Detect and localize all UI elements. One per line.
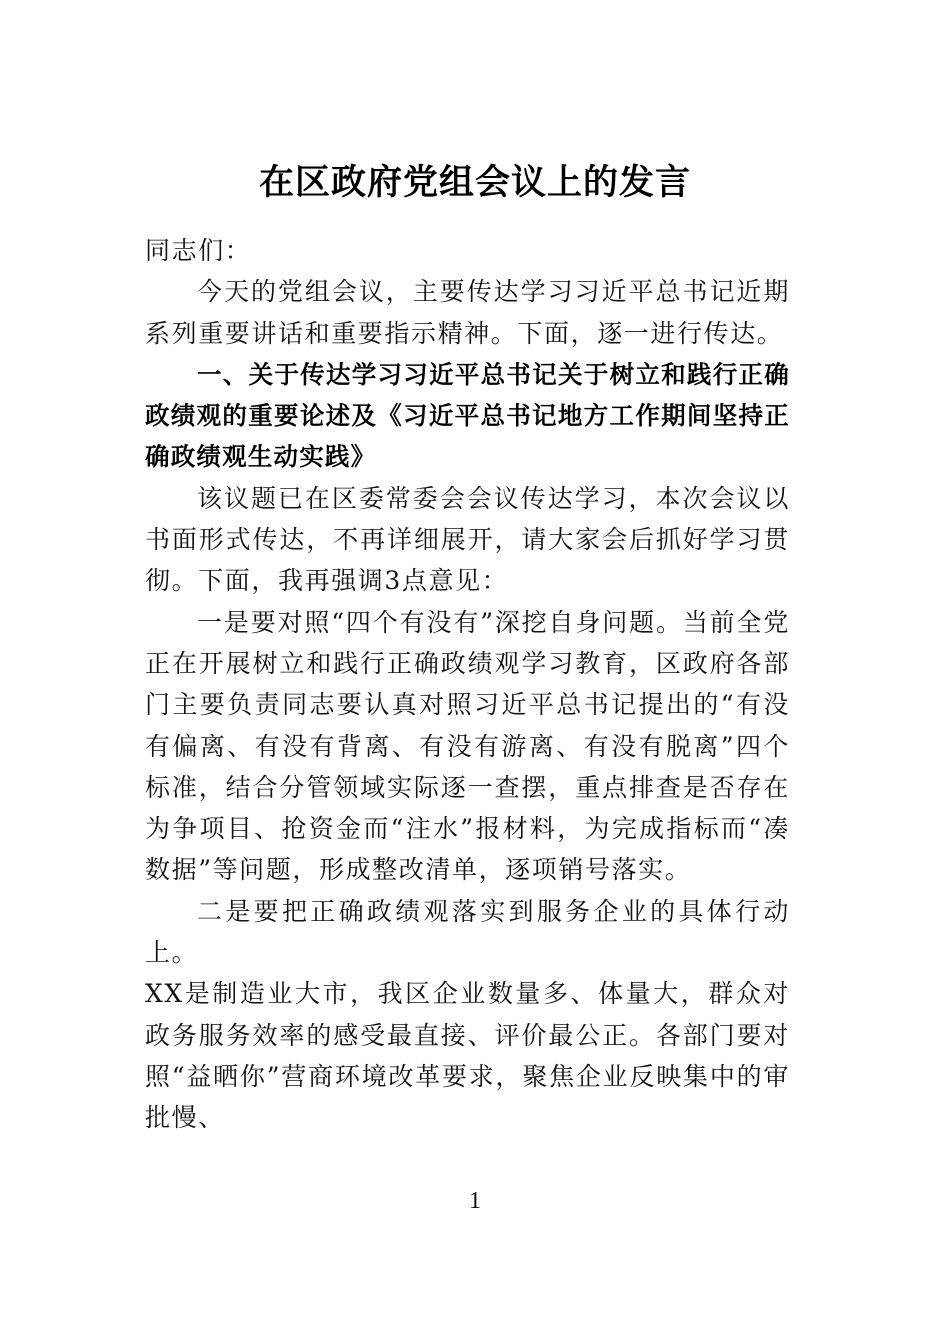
paragraph-point-2-lead: 二是要把正确政绩观落实到服务企业的具体行动上。 [145,896,790,968]
document-title: 在区政府党组会议上的发言 [258,162,691,203]
section-heading-1: 一、关于传达学习习近平总书记关于树立和践行正确政绩观的重要论述及《习近平总书记地方工作期间坚持正确政绩观生动实践》 [145,359,790,472]
page-number: 1 [469,1188,481,1214]
paragraph-point-2-body: XX是制造业大市，我区企业数量多、体量大，群众对政务服务效率的感受最直接、评价最公正。各部门要对照“益晒你”营商环境改革要求，聚焦企业反映集中的审批慢、 [145,979,790,1133]
paragraph-section-1-summary: 该议题已在区委常委会会议传达学习，本次会议以书面形式传达，不再详细展开，请大家会后抓好学习贯彻。下面，我再强调3点意见： [145,483,790,596]
paragraph-intro: 今天的党组会议，主要传达学习习近平总书记近期系列重要讲话和重要指示精神。下面，逐一进行传达。 [145,277,790,348]
salutation: 同志们： [145,236,252,265]
document-body [145,230,790,1139]
paragraph-point-1: 一是要对照“四个有没有”深挖自身问题。当前全党正在开展树立和践行正确政绩观学习教育，区政府各部门主要负责同志要认真对照习近平总书记提出的“有没有偏离、有没有背离、有没有游离、有没有脱离”四个标准，结合分管领域实际逐一查摆，重点排查是否存在为争项目、抢资金而“注水”报材料，为完成指标而“凑数据”等问题，形成整改清单，逐项销号落实。 [145,607,790,885]
